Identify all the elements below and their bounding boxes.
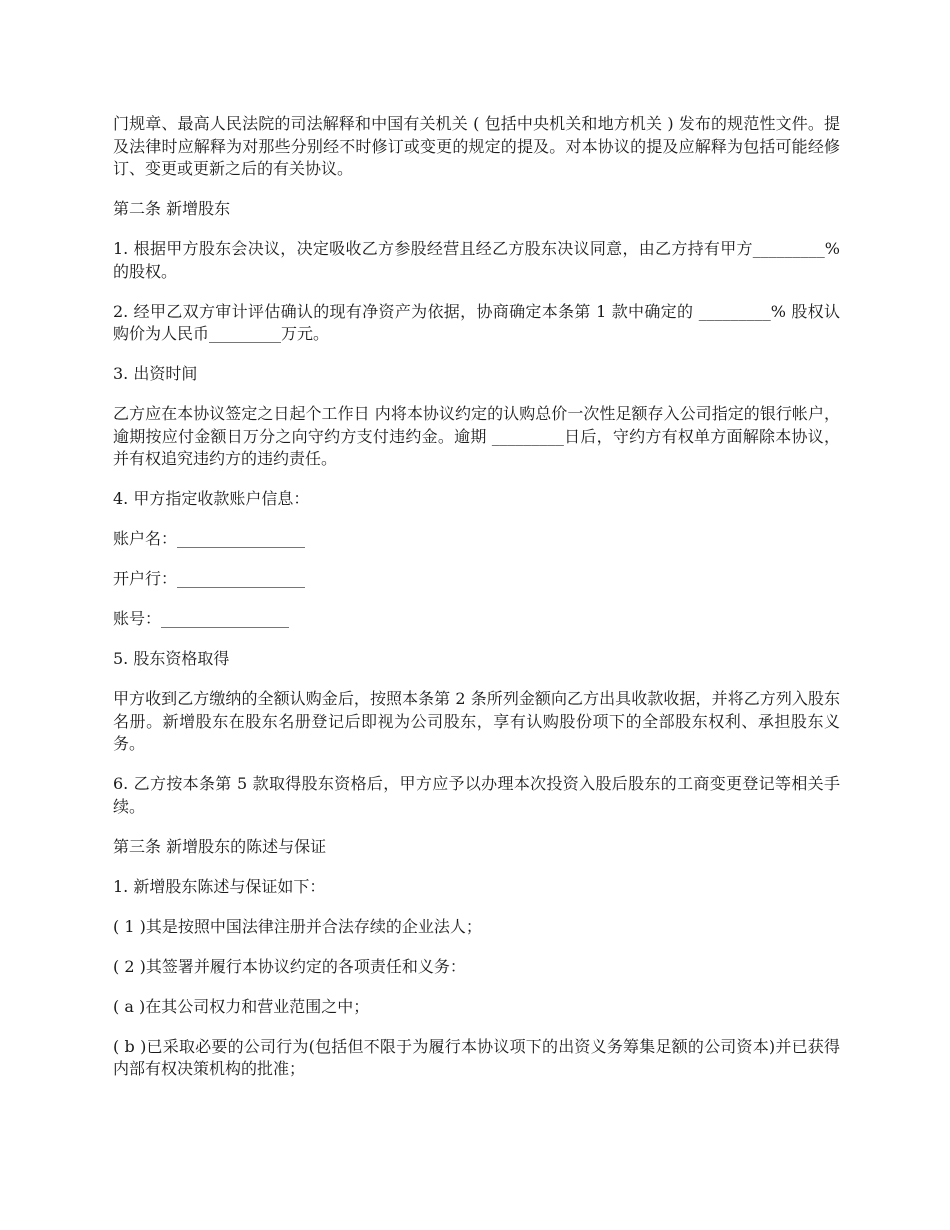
clause-2-1: 1. 根据甲方股东会决议，决定吸收乙方参股经营且经乙方股东决议同意，由乙方持有甲方_________% 的股权。: [113, 239, 840, 281]
clause-3-1: 1. 新增股东陈述与保证如下：: [113, 876, 326, 896]
item-3-1-2-a: ( a )在其公司权力和营业范围之中；: [113, 996, 370, 1016]
clause-2-4-title: 4. 甲方指定收款账户信息：: [113, 489, 310, 508]
clause-2-6: 6. 乙方按本条第 5 款取得股东资格后，甲方应予以办理本次投资入股后股东的工商变更登记等相关手续。: [113, 774, 840, 816]
clause-2-3-body: 乙方应在本协议签定之日起个工作日 内将本协议约定的认购总价一次性足额存入公司指定的银行帐户，逾期按应付金额日万分之向守约方支付违约金。逾期 _________日后，守约方有权单方面解除本协议，并有权追究违约方的违约责任。: [113, 404, 840, 468]
account-number-line: 账号：________________: [113, 609, 290, 628]
bank-line: 开户行：________________: [113, 569, 306, 588]
item-3-1-1: ( 1 )其是按照中国法律注册并合法存续的企业法人；: [113, 916, 482, 936]
item-3-1-2: ( 2 )其签署并履行本协议约定的各项责任和义务：: [113, 956, 466, 976]
item-3-1-2-b: ( b )已采取必要的公司行为(包括但不限于为履行本协议项下的出资义务筹集足额的公司资本)并已获得内部有权决策机构的批准；: [113, 1036, 840, 1078]
clause-2-5-title: 5. 股东资格取得: [113, 649, 230, 668]
clause-2-2: 2. 经甲乙双方审计评估确认的现有净资产为依据，协商确定本条第 1 款中确定的 _________% 股权认购价为人民币_________万元。: [113, 301, 840, 343]
heading-article-3: 第三条 新增股东的陈述与保证: [113, 836, 327, 856]
document-body: [113, 113, 840, 1098]
account-name-line: 账户名：________________: [113, 529, 306, 548]
heading-article-2: 第二条 新增股东: [113, 199, 231, 218]
clause-2-5-body: 甲方收到乙方缴纳的全额认购金后，按照本条第 2 条所列金额向乙方出具收款收据，并将乙方列入股东名册。新增股东在股东名册登记后即视为公司股东，享有认购股份项下的全部股东权利、承担股东义务。: [113, 689, 840, 753]
paragraph-definitions: 门规章、最高人民法院的司法解释和中国有关机关 ( 包括中央机关和地方机关 ) 发布的规范性文件。提及法律时应解释为对那些分别经不时修订或变更的规定的提及。对本协议的提及应解释为包括可能经修订、变更或更新之后的有关协议。: [113, 114, 840, 178]
clause-2-3-title: 3. 出资时间: [113, 364, 198, 383]
